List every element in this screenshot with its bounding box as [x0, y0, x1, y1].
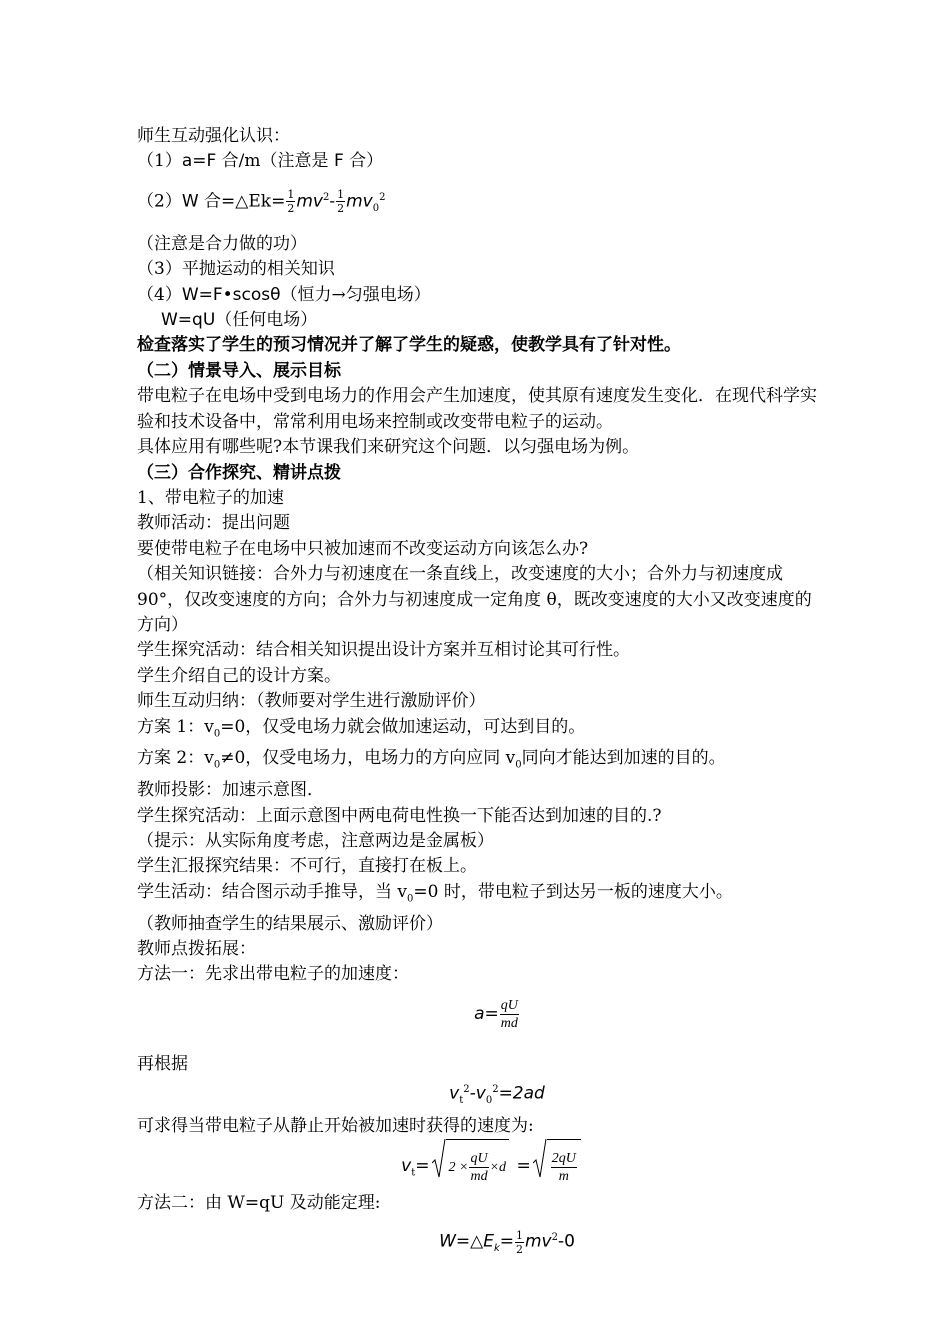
line-student-activity: 学生探究活动：结合相关知识提出设计方案并互相讨论其可行性。	[137, 640, 630, 661]
line-teacher-activity: 教师活动：提出问题	[137, 513, 290, 534]
fraction-half-2: $\frac{1}{2}$	[337, 188, 345, 216]
line-student-explore: 学生探究活动：上面示意图中两电荷电性换一下能否达到加速的目的.?	[137, 805, 662, 826]
line-check-summary: 检查落实了学生的预习情况并了解了学生的疑惑，使教学具有了针对性。	[137, 335, 681, 356]
section-heading-2: （二）情景导入、展示目标	[137, 360, 341, 381]
line-hint: （提示：从实际角度考虑，注意两边是金属板）	[137, 830, 494, 851]
line-formula-4: （4）W=F•scosθ（恒力→匀强电场）	[137, 284, 431, 305]
line-review-heading: 师生互动强化认识：	[137, 126, 290, 146]
line-method-2: 方法二：由 W=qU 及动能定理:	[137, 1193, 381, 1214]
equation-acceleration: a= $\frac{qU}{md}$	[474, 997, 518, 1031]
line-plan-1: 方案 1：$v_0=0$，仅受电场力就会做加速运动，可达到目的。	[137, 716, 586, 739]
line-velocity-intro: 可求得当带电粒子从静止开始被加速时获得的速度为:	[137, 1115, 534, 1136]
line-check: （教师抽查学生的结果展示、激励评价）	[137, 913, 443, 934]
fraction-qU-md: $\frac{qU}{md}$	[500, 997, 518, 1031]
section-heading-3: （三）合作探究、精讲点拨	[137, 462, 341, 483]
line-formula-4b: W=qU（任何电场）	[161, 310, 318, 331]
radical-sign-icon	[432, 1139, 446, 1179]
equation-velocity: $v_t=$ 2 × $\frac{qU}{md}$ ×d = $\frac{2qU}{m}$	[137, 1139, 827, 1191]
subsection-acceleration: 1、带电粒子的加速	[137, 487, 284, 508]
line-derive: 学生活动：结合图示动手推导，当 $v_0=0$ 时，带电粒子到达另一板的速度大小。	[137, 881, 733, 905]
fraction-half-1: $\frac{1}{2}$	[287, 188, 295, 216]
line-applications: 具体应用有哪些呢?本节课我们来研究这个问题．以匀强电场为例。	[137, 437, 640, 458]
line-projection: 教师投影：加速示意图．	[137, 780, 324, 801]
line-question: 要使带电粒子在电场中只被加速而不改变运动方向该怎么办?	[137, 538, 589, 559]
line-report: 学生汇报探究结果：不可行，直接打在板上。	[137, 856, 477, 877]
line-formula-2: （2）W 合=△Ek= $\frac{1}{2}$ $mv^2-$ $\frac{1}{2}$ $mv_0^2$	[137, 188, 386, 216]
line-plan-2: 方案 2：$v_0\ne 0$，仅受电场力，电场力的方向应同 $v_0$同向才能达到加速的目的。	[137, 748, 726, 771]
fraction-half-3: $\frac{1}{2}$	[515, 1229, 523, 1257]
line-then: 再根据	[137, 1053, 188, 1074]
paragraph-knowledge-link: （相关知识链接：合外力与初速度在一条直线上，改变速度的大小；合外力与初速度成 90°，仅改变速度的方向；合外力与初速度成一定角度 θ，既改变速度的大小又改变速度的方向）	[137, 564, 812, 635]
line-summary: 师生互动归纳：（教师要对学生进行激励评价）	[137, 691, 486, 712]
sqrt-expression-2: $\frac{2qU}{m}$	[533, 1139, 581, 1194]
line-extension: 教师点拨拓展：	[137, 939, 256, 959]
document-page	[137, 124, 827, 1260]
line-student-present: 学生介绍自己的设计方案。	[137, 665, 341, 686]
line-formula-1: （1）a=F 合/m（注意是 F 合）	[137, 151, 384, 172]
equation-kinetic-energy: $W=\triangle E_k=$ $\frac{1}{2}$ $mv^2-0$	[439, 1229, 575, 1257]
sqrt-expression-1: 2 × $\frac{qU}{md}$ ×d	[432, 1139, 510, 1194]
line-note-net-work: （注意是合力做的功）	[137, 233, 307, 254]
radical-sign-icon	[533, 1139, 547, 1179]
line-projectile: （3）平抛运动的相关知识	[137, 259, 335, 280]
line-method-1: 方法一：先求出带电粒子的加速度：	[137, 964, 409, 985]
equation-kinematics: $v_t^2-v_0^2=2ad$	[449, 1083, 545, 1107]
paragraph-intro: 带电粒子在电场中受到电场力的作用会产生加速度，使其原有速度发生变化．在现代科学实验和技术设备中，常常利用电场来控制或改变带电粒子的运动。	[137, 386, 817, 432]
